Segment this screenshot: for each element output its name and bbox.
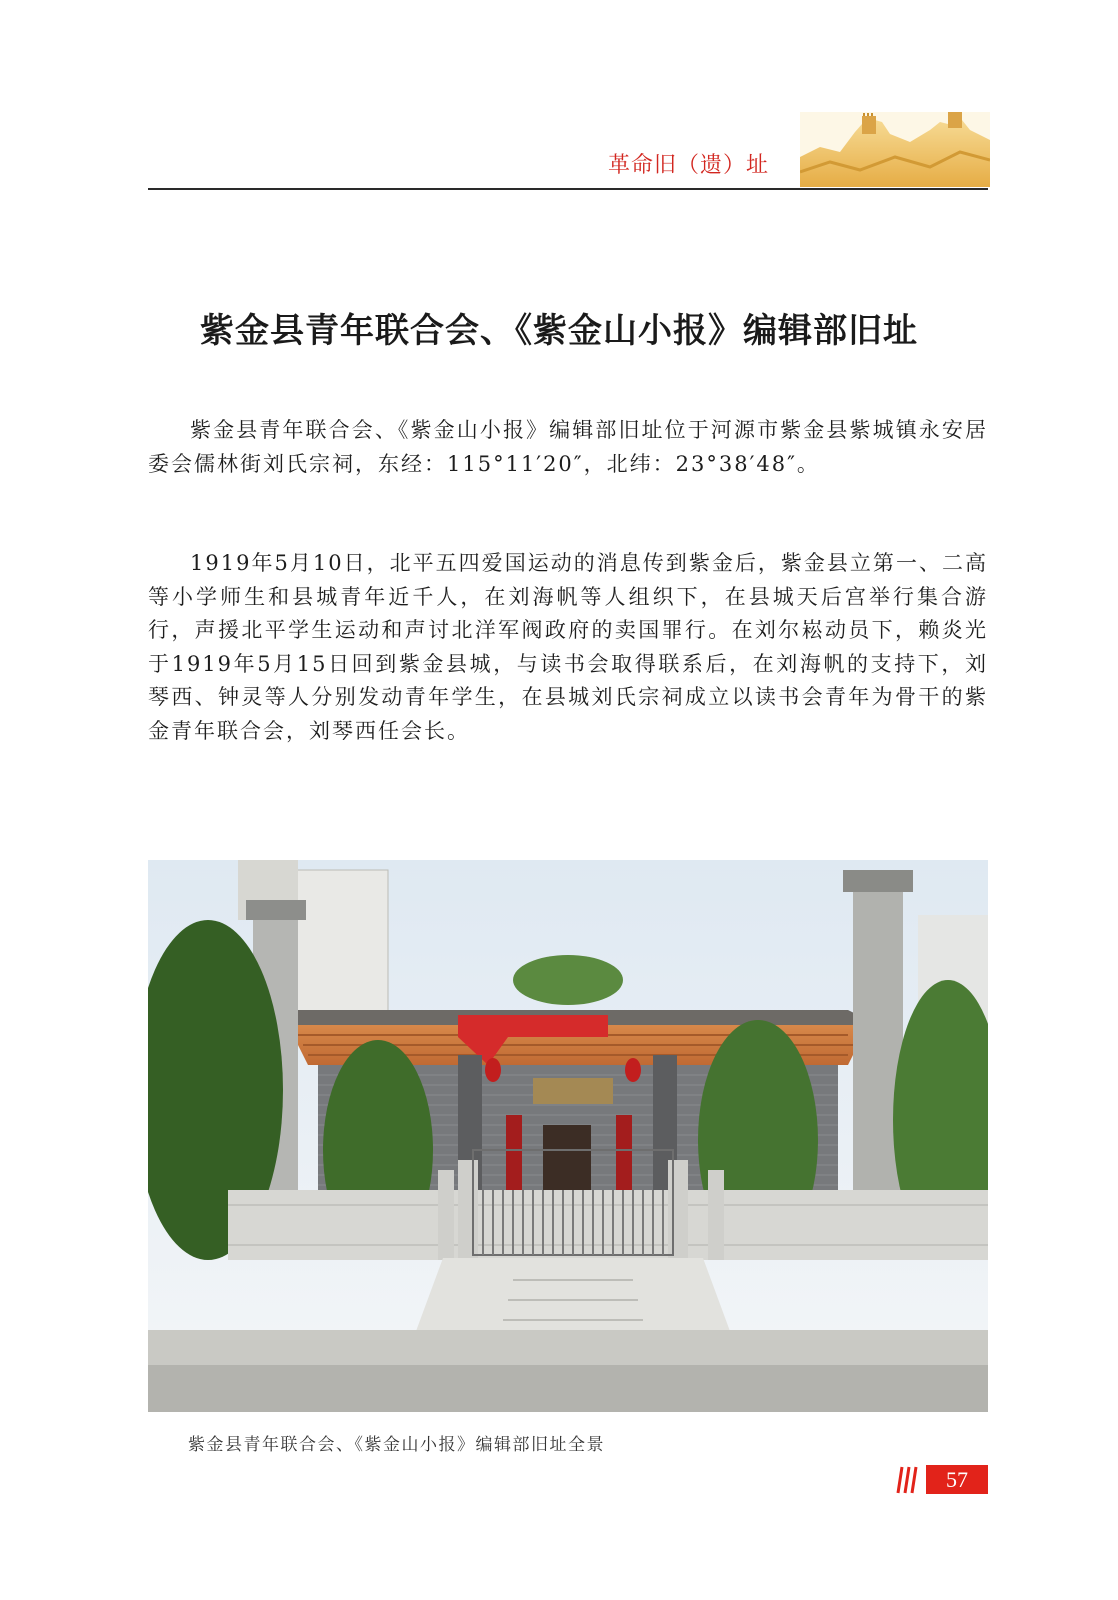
article-title: 紫金县青年联合会、《紫金山小报》编辑部旧址 <box>200 311 918 351</box>
body-paragraph: 紫金县青年联合会、《紫金山小报》编辑部旧址位于河源市紫金县紫城镇永安居委会儒林街刘氏宗祠，东经：115°11′20″，北纬：23°38′48″。 <box>148 418 988 476</box>
body-paragraph: 1919年5月10日，北平五四爱国运动的消息传到紫金后，紫金县立第一、二高等小学师生和县城青年近千人，在刘海帆等人组织下，在县城天后宫举行集合游行，声援北平学生运动和声讨北洋军阀政府的卖国罪行。在刘尔崧动员下，赖炎光于1919年5月15日回到紫金县城，与读书会取得联系后，在刘海帆的支持下，刘琴西、钟灵等人分别发动青年学生，在县城刘氏宗祠成立以读书会青年为骨干的紫金青年联合会，刘琴西任会长。 <box>148 551 988 743</box>
great-wall-header-graphic <box>800 112 990 187</box>
figure-caption: 紫金县青年联合会、《紫金山小报》编辑部旧址全景 <box>188 1435 605 1455</box>
page-number: 57 <box>926 1465 988 1494</box>
header-divider <box>148 188 988 190</box>
ancestral-hall-photo <box>148 860 988 1412</box>
section-title: 革命旧（遗）址 <box>608 153 770 178</box>
page-number-slashes <box>895 1465 925 1495</box>
